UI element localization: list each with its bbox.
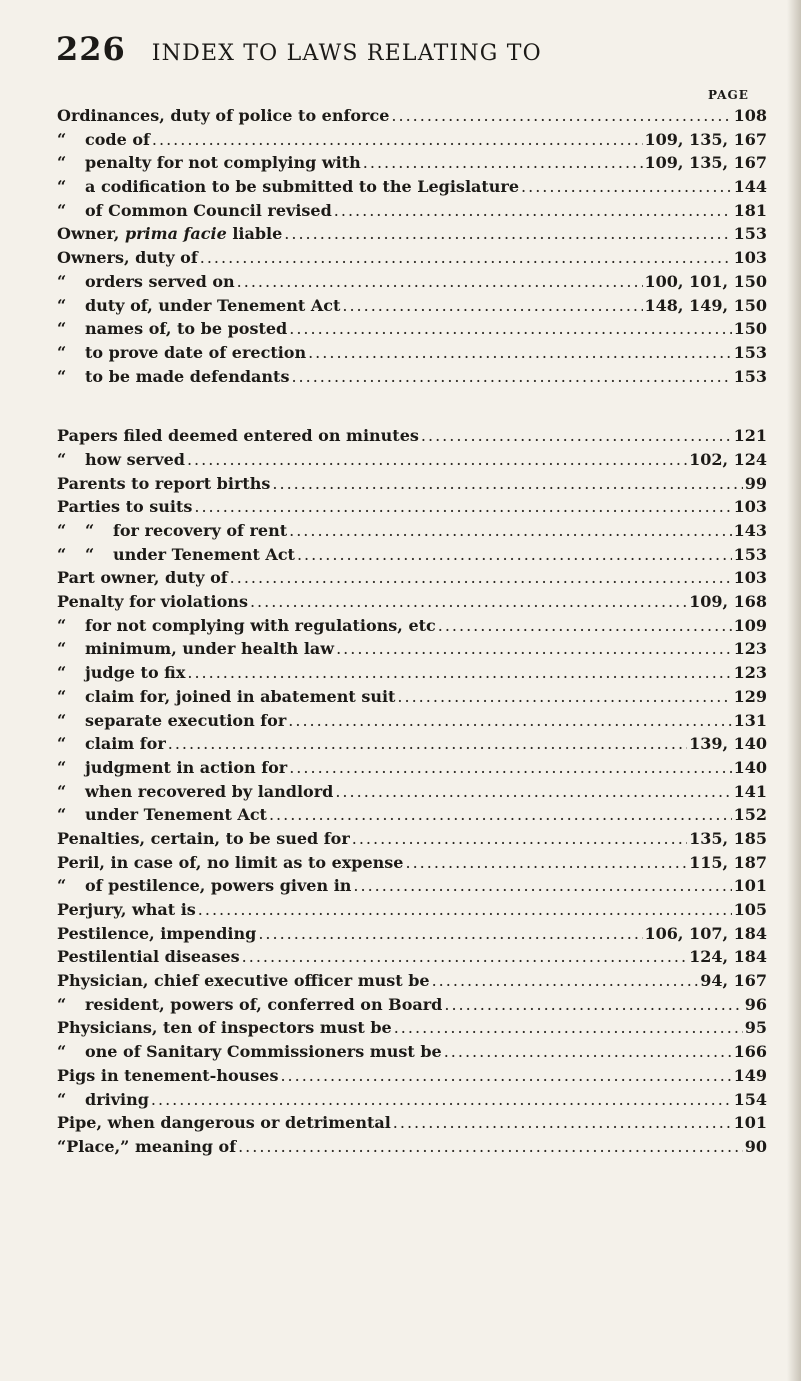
index-entry (57, 448, 767, 472)
index-entry (57, 519, 767, 543)
entry-heading: separate execution for (85, 710, 287, 730)
entry-heading: “Place,” meaning of (57, 1136, 237, 1156)
index-entry (57, 543, 767, 567)
entry-pages: 166 (733, 1042, 767, 1062)
entry-text (57, 294, 340, 318)
index-entry (57, 1135, 767, 1159)
index-entry (57, 803, 767, 827)
entry-heading: a codification to be submitted to the Legislature (85, 177, 520, 197)
dot-leader (238, 1135, 743, 1159)
index-entry (57, 1111, 767, 1135)
entry-pages: 103 (733, 497, 767, 517)
entry-heading: duty of, under Tenement Act (85, 295, 341, 315)
ditto-mark: “ (57, 544, 67, 564)
dot-leader (194, 495, 731, 519)
entry-heading: Owners, duty of (57, 248, 198, 268)
entry-heading: for recovery of rent (113, 521, 288, 540)
index-entry (57, 732, 767, 756)
entry-pages: 100, 101, 150 (644, 271, 767, 291)
dot-leader (291, 365, 731, 389)
index-entry (57, 661, 767, 685)
entry-pages: 123 (733, 663, 767, 683)
dot-leader (308, 341, 732, 365)
entry-pages: 108 (733, 106, 767, 125)
entry-pages: 121 (733, 426, 767, 446)
ditto-mark: “ (57, 153, 67, 173)
index-entry (57, 614, 767, 638)
entry-heading: penalty for not complying with (85, 153, 361, 173)
dot-leader (152, 128, 643, 152)
entry-pages: 141 (733, 781, 767, 801)
entry-heading: names of, to be posted (85, 319, 288, 339)
entry-pages: 101 (733, 876, 767, 896)
entry-heading: claim for, joined in abatement suit (85, 686, 396, 706)
entry-heading: resident, powers of, conferred on Board (85, 994, 443, 1014)
page-column-label: PAGE (708, 88, 749, 102)
ditto-mark: “ (85, 544, 95, 564)
dot-leader (444, 993, 742, 1017)
entry-heading: Ordinances, duty of police to enforce (57, 106, 390, 125)
ditto-mark: “ (57, 686, 67, 706)
entry-pages: 148, 149, 150 (644, 295, 767, 315)
entry-text (57, 1040, 442, 1064)
entry-heading: Pigs in tenement-houses (57, 1065, 279, 1085)
dot-leader (421, 424, 732, 448)
entry-text (57, 898, 196, 922)
ditto-mark: “ (57, 994, 67, 1014)
dot-leader (352, 827, 687, 851)
entry-heading: Parties to suits (57, 497, 193, 517)
entry-heading: Physicians, ten of inspectors must be (57, 1018, 392, 1038)
index-entry (57, 637, 767, 661)
entry-pages: 109, 135, 167 (644, 153, 767, 173)
index-entry (57, 341, 767, 365)
entry-text (57, 756, 287, 780)
ditto-mark: “ (57, 639, 67, 659)
entry-heading: of Common Council revised (85, 200, 332, 220)
entry-pages: 102, 124 (689, 449, 767, 469)
ditto-mark: “ (57, 200, 67, 220)
dot-leader (272, 472, 742, 496)
entry-text (57, 803, 267, 827)
index-entry (57, 1088, 767, 1112)
entry-text (57, 1088, 149, 1112)
running-title: INDEX TO LAWS RELATING TO (151, 41, 542, 66)
entry-heading: Penalty for violations (57, 592, 248, 612)
entry-text (57, 365, 289, 389)
entry-pages: 129 (733, 686, 767, 706)
dot-leader (335, 780, 731, 804)
index-entry (57, 424, 767, 448)
index-entry (57, 294, 767, 318)
index-entry (57, 993, 767, 1017)
ditto-mark: “ (57, 295, 67, 315)
entry-text (57, 1064, 278, 1088)
ditto-mark: “ (57, 1089, 67, 1109)
index-entry (57, 128, 767, 152)
dot-leader (394, 1016, 743, 1040)
entry-pages: 153 (733, 544, 767, 564)
entry-pages: 154 (733, 1089, 767, 1109)
entry-heading: Penalties, certain, to be sued for (57, 828, 350, 848)
dot-leader (187, 448, 687, 472)
dot-leader (230, 566, 732, 590)
entry-pages: 135, 185 (689, 828, 767, 848)
entry-heading: Part owner, duty of (57, 568, 228, 588)
index-entry (57, 756, 767, 780)
entry-pages: 124, 184 (689, 947, 767, 967)
dot-leader (289, 756, 731, 780)
entry-text (57, 270, 235, 294)
entry-heading: minimum, under health law (85, 639, 335, 659)
ditto-mark: “ (57, 449, 67, 469)
entry-text (57, 685, 395, 709)
dot-leader (342, 294, 642, 318)
ditto-mark: “ (57, 710, 67, 730)
index-entry (57, 874, 767, 898)
entry-heading: judge to fix (85, 663, 186, 683)
dot-leader (432, 969, 699, 993)
entry-text (57, 827, 350, 851)
entry-heading: under Tenement Act (85, 805, 267, 825)
entry-pages: 109 (733, 615, 767, 635)
ditto-mark: “ (57, 1042, 67, 1062)
index-entry (57, 246, 767, 270)
entry-pages: 131 (733, 710, 767, 730)
entry-text (57, 543, 295, 567)
entry-heading: Pipe, when dangerous or detrimental (57, 1113, 391, 1133)
index-entry (57, 590, 767, 614)
dot-leader (198, 898, 732, 922)
index-entry (57, 1016, 767, 1040)
dot-leader (397, 685, 731, 709)
entry-text (57, 709, 286, 733)
entry-text (57, 590, 248, 614)
dot-leader (297, 543, 732, 567)
entry-text (57, 566, 228, 590)
page-edge-shadow (787, 0, 801, 1381)
entry-text (57, 780, 333, 804)
entry-heading: claim for (85, 734, 166, 754)
entry-pages: 143 (733, 521, 767, 540)
entry-heading: Owner, (57, 224, 125, 244)
dot-leader (444, 1040, 732, 1064)
dot-leader (200, 246, 732, 270)
dot-leader (363, 151, 643, 175)
index-entry (57, 495, 767, 519)
dot-leader (242, 945, 687, 969)
entry-heading: orders served on (85, 271, 235, 291)
index-entry (57, 1040, 767, 1064)
ditto-mark: “ (57, 271, 67, 291)
dot-leader (237, 270, 643, 294)
ditto-mark: “ (85, 521, 95, 540)
entry-heading: to prove date of erection (85, 342, 307, 362)
entry-pages: 109, 135, 167 (644, 129, 767, 149)
ditto-mark: “ (57, 521, 67, 540)
entry-text (57, 993, 442, 1017)
index-entry (57, 898, 767, 922)
entry-pages: 153 (733, 366, 767, 386)
entry-text (57, 1016, 392, 1040)
entry-heading: to be made defendants (85, 366, 290, 386)
entry-pages: 153 (733, 224, 767, 244)
index-entry (57, 566, 767, 590)
index-entry (57, 945, 767, 969)
entry-text (57, 945, 240, 969)
entry-text (57, 246, 198, 270)
entry-heading: judgment in action for (85, 757, 288, 777)
dot-leader (353, 874, 731, 898)
entry-pages: 123 (733, 639, 767, 659)
dot-leader (391, 104, 731, 128)
dot-leader (258, 922, 642, 946)
index-entry (57, 1064, 767, 1088)
dot-leader (187, 661, 731, 685)
ditto-mark: “ (57, 129, 67, 149)
index-entry (57, 851, 767, 875)
entry-pages: 99 (744, 473, 767, 493)
entry-pages: 144 (733, 177, 767, 197)
entry-pages: 95 (744, 1018, 767, 1038)
entry-heading: Peril, in case of, no limit as to expense (57, 852, 404, 872)
entry-text (57, 637, 334, 661)
index-entry (57, 151, 767, 175)
dot-leader (284, 222, 731, 246)
entry-text (57, 851, 403, 875)
entry-text (57, 732, 166, 756)
entry-heading: code of (85, 129, 150, 149)
ditto-mark: “ (57, 757, 67, 777)
ditto-mark: “ (57, 319, 67, 339)
index-entry (57, 104, 767, 128)
entry-pages: 101 (733, 1113, 767, 1133)
entry-heading: of pestilence, powers given in (85, 876, 352, 896)
entry-text (57, 495, 192, 519)
dot-leader (151, 1088, 732, 1112)
entry-pages: 103 (733, 568, 767, 588)
entry-text (57, 1135, 236, 1159)
dot-leader (280, 1064, 731, 1088)
entry-text (57, 472, 270, 496)
entry-text (57, 874, 351, 898)
entry-heading: Parents to report births (57, 473, 271, 493)
entry-text (57, 222, 282, 246)
entry-heading: how served (85, 449, 185, 469)
ditto-mark: “ (57, 734, 67, 754)
entry-italic: prima facie (124, 224, 227, 244)
entry-pages: 152 (733, 805, 767, 825)
entry-pages: 139, 140 (689, 734, 767, 754)
page-header (56, 30, 542, 68)
entry-heading: Pestilential diseases (57, 947, 240, 967)
entry-pages: 109, 168 (689, 592, 767, 612)
index-entry (57, 222, 767, 246)
ditto-mark: “ (57, 366, 67, 386)
dot-leader (250, 590, 687, 614)
index-entries (57, 104, 767, 1159)
entry-heading: for not complying with regulations, etc (85, 615, 436, 635)
entry-text (57, 175, 519, 199)
entry-text (57, 104, 389, 128)
entry-pages: 140 (733, 757, 767, 777)
entry-text (57, 614, 436, 638)
dot-leader (405, 851, 687, 875)
dot-leader (168, 732, 687, 756)
dot-leader (336, 637, 732, 661)
index-entry (57, 685, 767, 709)
dot-leader (334, 199, 732, 223)
ditto-mark: “ (57, 177, 67, 197)
ditto-mark: “ (57, 805, 67, 825)
entry-pages: 150 (733, 319, 767, 339)
index-entry (57, 827, 767, 851)
entry-heading: Perjury, what is (57, 900, 196, 919)
dot-leader (289, 519, 731, 543)
entry-heading: one of Sanitary Commissioners must be (85, 1042, 442, 1062)
dot-leader (393, 1111, 732, 1135)
entry-text (57, 922, 256, 946)
entry-heading: driving (85, 1089, 149, 1109)
entry-pages: 181 (733, 200, 767, 220)
index-entry (57, 709, 767, 733)
entry-pages: 153 (733, 342, 767, 362)
index-entry (57, 317, 767, 341)
entry-text (57, 969, 430, 993)
entry-heading: Papers filed deemed entered on minutes (57, 426, 419, 446)
index-entry (57, 270, 767, 294)
dot-leader (289, 317, 731, 341)
ditto-mark: “ (57, 781, 67, 801)
entry-text (57, 151, 361, 175)
entry-heading: when recovered by landlord (85, 781, 334, 801)
index-entry (57, 175, 767, 199)
entry-text (57, 424, 419, 448)
entry-text (57, 448, 185, 472)
entry-pages: 106, 107, 184 (644, 923, 767, 943)
index-entry (57, 199, 767, 223)
entry-heading: Pestilence, impending (57, 923, 257, 943)
index-entry (57, 922, 767, 946)
entry-text (57, 128, 150, 152)
entry-text (57, 661, 185, 685)
entry-text (57, 519, 287, 543)
page-number: 226 (56, 30, 126, 68)
entry-pages: 90 (744, 1136, 767, 1156)
entry-text (57, 341, 306, 365)
ditto-mark: “ (57, 876, 67, 896)
index-entry (57, 365, 767, 389)
dot-leader (521, 175, 732, 199)
ditto-mark: “ (57, 615, 67, 635)
dot-leader (269, 803, 732, 827)
entry-text (57, 1111, 391, 1135)
entry-pages: 105 (733, 900, 767, 919)
entry-pages: 115, 187 (689, 852, 767, 872)
entry-pages: 94, 167 (700, 971, 767, 991)
ditto-mark: “ (57, 342, 67, 362)
index-entry (57, 472, 767, 496)
ditto-mark: “ (57, 663, 67, 683)
entry-pages: 103 (733, 248, 767, 268)
dot-leader (438, 614, 732, 638)
index-entry (57, 969, 767, 993)
entry-text (57, 317, 287, 341)
entry-text (57, 199, 332, 223)
entry-pages: 149 (733, 1065, 767, 1085)
entry-heading: under Tenement Act (113, 544, 295, 564)
index-entry (57, 780, 767, 804)
entry-pages: 96 (744, 994, 767, 1014)
dot-leader (288, 709, 731, 733)
entry-heading-tail: liable (226, 224, 283, 244)
entry-heading: Physician, chief executive officer must be (57, 971, 430, 991)
